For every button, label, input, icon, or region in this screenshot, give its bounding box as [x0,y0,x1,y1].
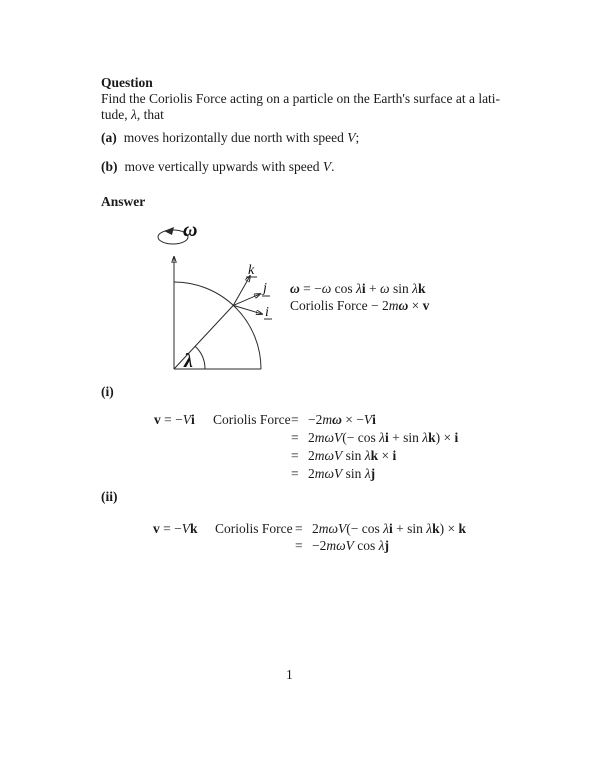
part-i-label: (i) [101,384,114,399]
omega-vector-equation: ω = −ω cos λi + ω sin λk [290,281,426,296]
answer-heading: Answer [101,194,146,209]
omega-label: ω [183,219,198,241]
k-axis-arrow [233,276,250,305]
item-b-label: (b) [101,159,118,174]
rotation-direction-arrowhead [164,227,174,235]
part-i-equals-3: = [291,466,299,481]
question-item-b [101,159,334,175]
i-axis-label: i [265,305,269,320]
latitude-diagram [138,214,308,376]
part-ii-force-name: Coriolis Force [215,521,293,536]
part-i-rhs-1: 2mωV(− cos λi + sin λk) × i [308,430,459,445]
part-i-velocity: v = −Vi [154,412,195,427]
j-axis-label: j [263,281,267,296]
question-item-a [101,130,359,146]
item-a-text: moves horizontally due north with speed V; [123,130,360,145]
part-ii-velocity: v = −Vk [153,521,198,536]
part-i-force-name: Coriolis Force [213,412,291,427]
question-body-line-2: tude, λ, that [101,107,164,122]
part-i-equals-2: = [291,448,299,463]
part-ii-rhs-1: −2mωV cos λj [312,538,390,553]
part-ii-equals-0: = [295,521,303,536]
part-ii-label: (ii) [101,489,118,504]
part-i-rhs-3: 2mωV sin λj [308,466,376,481]
part-i-equals-1: = [291,430,299,445]
question-heading: Question [101,75,153,90]
coriolis-definition: Coriolis Force − 2mω × v [290,298,430,313]
j-axis-arrow [233,294,260,305]
item-b-text: move vertically upwards with speed V. [124,159,335,174]
page-number: 1 [286,667,293,682]
part-ii-equals-1: = [295,538,303,553]
part-i-rhs-2: 2mωV sin λk × i [308,448,397,463]
part-i-rhs-0: −2mω × −Vi [308,412,376,427]
question-body-line-1: Find the Coriolis Force acting on a particle on the Earth's surface at a lati- [101,91,501,106]
item-a-label: (a) [101,130,117,145]
lambda-label: λ [184,350,193,372]
latitude-angle-arc [195,346,205,369]
part-i-equals-0: = [291,412,299,427]
part-ii-rhs-0: 2mωV(− cos λi + sin λk) × k [312,521,467,536]
k-axis-label: k [248,263,255,278]
